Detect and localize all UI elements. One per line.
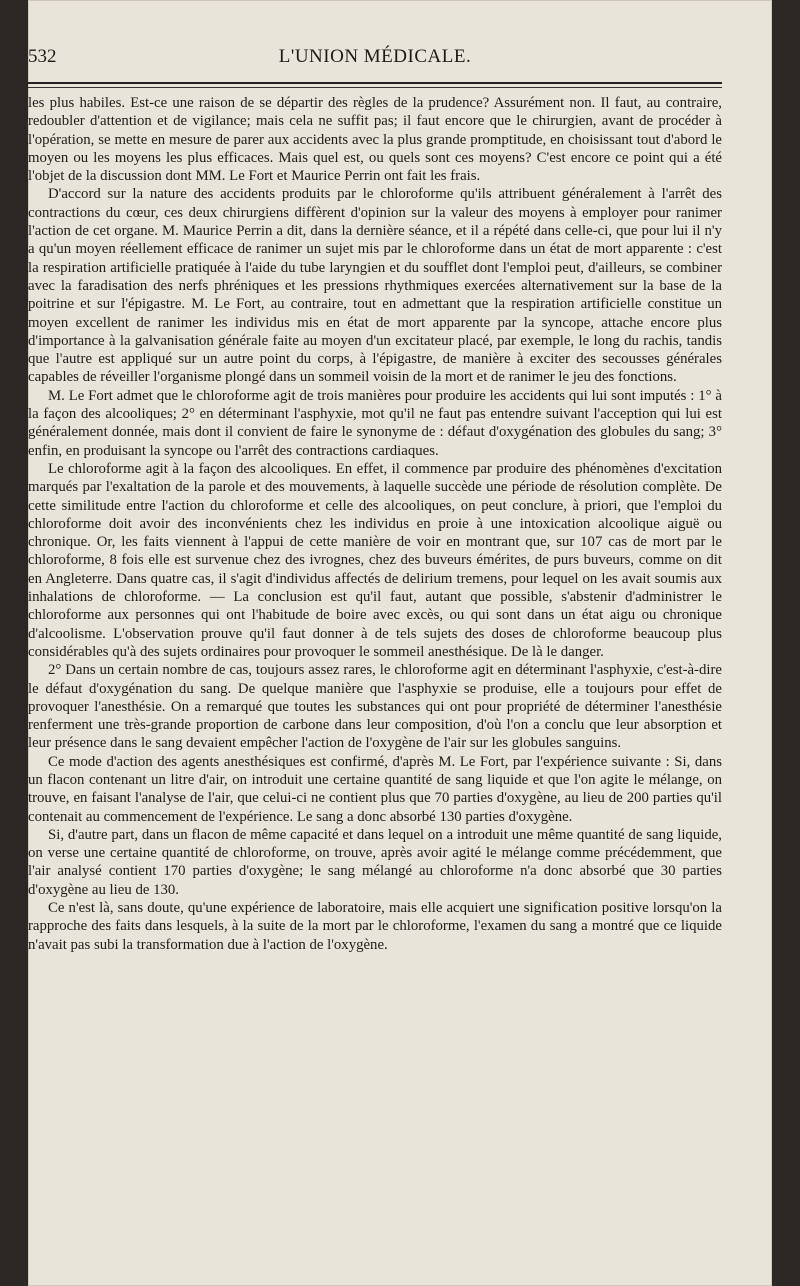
paragraph: les plus habiles. Est-ce une raison de se départir des règles de la prudence? Assurément non. Il faut, au contraire, redoubler d'attention et de vigilance; mais cela ne suffit pas; il faut encore que le chirurgien, avant de procéder à l'opération, se mette en mesure de parer aux accidents avec la plus grande promptitude, en choisissant tout d'abord le moyen ou les moyens les plus efficaces. Mais quel est, ou quels sont ces moyens? C'est encore ce point qui a été l'objet de la discussion dont MM. Le Fort et Maurice Perrin ont fait les frais. [28,95,722,185]
paragraph: Ce mode d'action des agents anesthésiques est confirmé, d'après M. Le Fort, par l'expérience suivante : Si, dans un flacon contenant un litre d'air, on introduit une certaine quantité de sang liquide et que l'on agite le mélange, on trouve, en faisant l'analyse de l'air, que celui-ci ne contient plus que 70 parties d'oxygène, au lieu de 200 parties qu'il contenait au commencement de l'expérience. Le sang a donc absorbé 130 parties d'oxygène. [28,753,722,825]
paragraph: Le chloroforme agit à la façon des alcooliques. En effet, il commence par produire des phénomènes d'excitation marqués par l'exaltation de la parole et des mouvements, à laquelle succède une période de résolution complète. De cette similitude entre l'action du chloroforme et celle des alcooliques, on peut conclure, à priori, que l'emploi du chloroforme doit avoir des inconvénients chez les individus en proie à une intoxication alcoolique aiguë ou chronique. Or, les faits viennent à l'appui de cette manière de voir en montrant que, sur 107 cas de mort par le chloroforme, 8 fois elle est survenue chez des ivrognes, chez des buveurs émérites, de purs buveurs, comme on dit en Angleterre. Dans quatre cas, il s'agit d'individus affectés de delirium tremens, pour lequel on les avait soumis aux inhalations de chloroforme. — La conclusion est qu'il faut, autant que possible, s'abstenir d'administrer le chloroforme aux personnes qui ont l'habitude de boire avec excès, ou qui sont dans un état aigu ou chronique d'alcoolisme. L'observation prouve qu'il faut donner à de tels sujets des doses de chloroforme beaucoup plus considérables qu'à des sujets ordinaires pour provoquer le sommeil anesthésique. De là le danger. [28,460,722,660]
paragraph: Si, d'autre part, dans un flacon de même capacité et dans lequel on a introduit une même quantité de sang liquide, on verse une certaine quantité de chloroforme, on trouve, après avoir agité le mélange comme précédemment, que l'air analysé contient 170 parties d'oxygène; le sang mélangé au chloroforme n'a donc absorbé que 30 parties d'oxygène au lieu de 130. [28,826,722,898]
article-body [28,94,722,954]
page-header [28,44,722,78]
journal-title: L'UNION MÉDICALE. [278,46,472,67]
paragraph: D'accord sur la nature des accidents produits par le chloroforme qu'ils attribuent généralement à l'arrêt des contractions du cœur, ces deux chirurgiens diffèrent d'opinion sur la valeur des moyens à employer pour ranimer l'action de cet organe. M. Maurice Perrin a dit, dans la dernière séance, et il a répété dans celle-ci, que pour lui il n'y a qu'un moyen réellement efficace de ranimer un sujet mis par le chloroforme dans un état de mort apparente : c'est la respiration artificielle pratiquée à l'aide du tube laryngien et du soufflet dont l'emploi peut, d'ailleurs, se combiner avec la faradisation des nerfs phréniques et les pressions rhythmiques exercées alternativement sur la base de la poitrine et sur l'épigastre. M. Le Fort, au contraire, tout en admettant que la respiration artificielle constitue un moyen excellent de ranimer les individus mis en état de mort apparente par la syncope, attache encore plus d'importance à la galvanisation générale faite au moyen d'un excitateur placé, par exemple, le long du rachis, tandis que l'autre est appliqué sur un autre point du corps, à l'épigastre, de manière à exciter des secousses générales capables de réveiller l'organisme plongé dans un sommeil voisin de la mort et de ranimer le jeu des fonctions. [28,186,722,386]
paragraph: 2° Dans un certain nombre de cas, toujours assez rares, le chloroforme agit en déterminant l'asphyxie, c'est-à-dire le défaut d'oxygénation du sang. De quelque manière que l'asphyxie se produise, elle a toujours pour effet de provoquer l'anesthésie. On a remarqué que toutes les substances qui ont pour propriété de déterminer l'anesthésie renferment une très-grande proportion de carbone dans leur composition, d'où l'on a conclu que leur absorption et leur présence dans le sang devaient empêcher l'action de l'oxygène de l'air sur les globules sanguins. [28,662,722,752]
header-rule [28,82,722,84]
paragraph: M. Le Fort admet que le chloroforme agit de trois manières pour produire les accidents qui lui sont imputés : 1° à la façon des alcooliques; 2° en déterminant l'asphyxie, mot qu'il ne faut pas entendre suivant l'acception qui lui est généralement donnée, mais dont il convient de faire le synonyme de : défaut d'oxygénation des globules du sang; 3° enfin, en produisant la syncope ou l'arrêt des contractions cardiaques. [28,387,722,459]
page-number: 532 [28,46,57,67]
header-rule-thin [28,87,722,88]
paragraph: Ce n'est là, sans doute, qu'une expérience de laboratoire, mais elle acquiert une signification positive lorsqu'on la rapproche des faits dans lesquels, à la suite de la mort par le chloroforme, l'examen du sang a montré que ce liquide n'avait pas subi la transformation due à l'action de l'oxygène. [28,900,722,953]
